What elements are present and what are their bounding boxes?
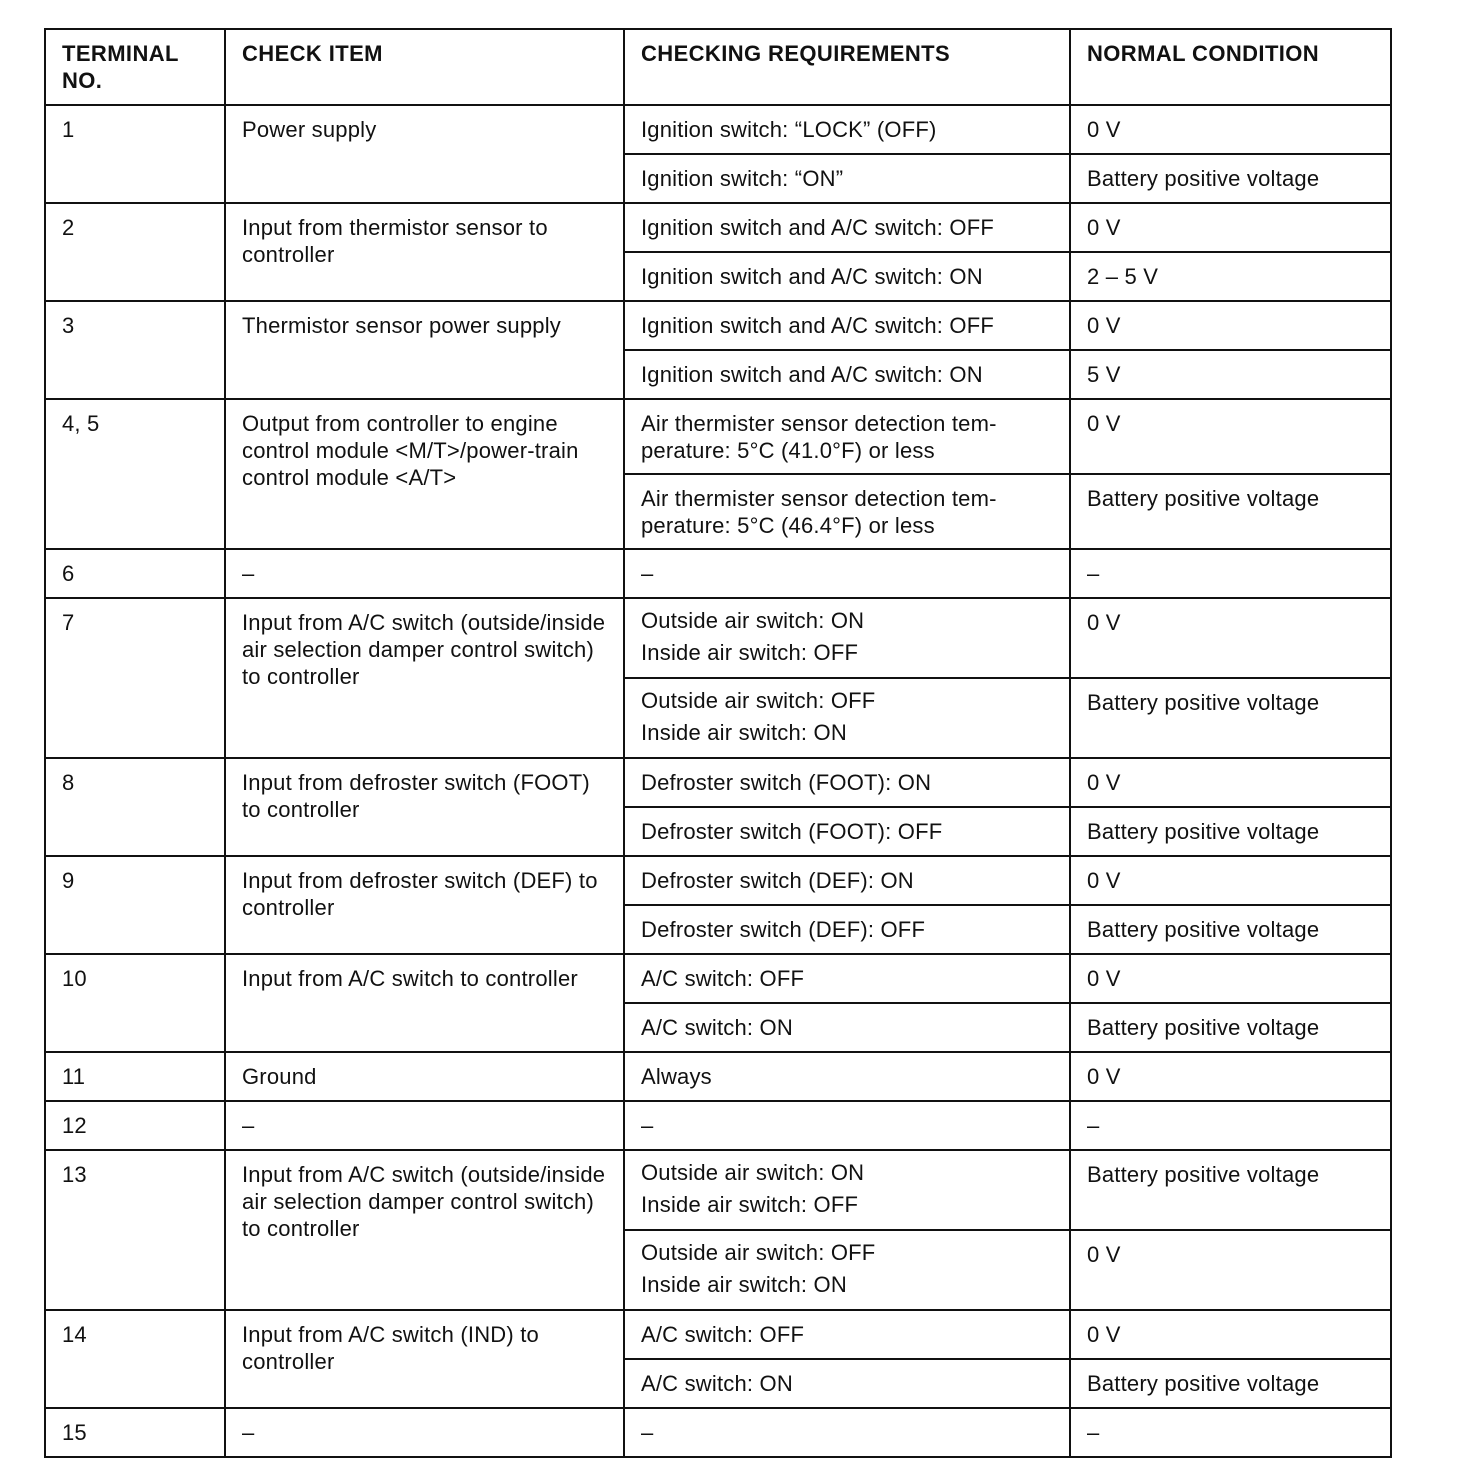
normal-condition: 0 V	[1070, 758, 1391, 807]
table-row	[45, 758, 1391, 807]
checking-requirement: A/C switch: ON	[624, 1003, 1070, 1052]
terminal-number: 4, 5	[45, 399, 225, 549]
normal-condition: 0 V	[1070, 203, 1391, 252]
normal-condition: 0 V	[1070, 856, 1391, 905]
checking-requirement: Air thermister sensor detection tem-perature: 5°C (46.4°F) or less	[624, 474, 1070, 549]
terminal-number: 15	[45, 1408, 225, 1457]
normal-condition: 0 V	[1070, 105, 1391, 154]
normal-condition: 2 – 5 V	[1070, 252, 1391, 301]
checking-requirement: Outside air switch: OFF Inside air switch: ON	[624, 1230, 1070, 1310]
check-item: Input from thermistor sensor to controller	[225, 203, 624, 301]
check-item: –	[225, 549, 624, 598]
normal-condition: Battery positive voltage	[1070, 1359, 1391, 1408]
terminal-number: 13	[45, 1150, 225, 1310]
normal-condition: Battery positive voltage	[1070, 807, 1391, 856]
table-row	[45, 954, 1391, 1003]
terminal-number: 3	[45, 301, 225, 399]
checking-requirement: A/C switch: OFF	[624, 954, 1070, 1003]
check-item: Input from A/C switch to controller	[225, 954, 624, 1052]
check-item: Input from A/C switch (IND) to controller	[225, 1310, 624, 1408]
terminal-number: 10	[45, 954, 225, 1052]
table-row	[45, 203, 1391, 252]
normal-condition: Battery positive voltage	[1070, 905, 1391, 954]
terminal-number: 7	[45, 598, 225, 758]
terminal-number: 9	[45, 856, 225, 954]
checking-requirement: A/C switch: OFF	[624, 1310, 1070, 1359]
normal-condition: –	[1070, 549, 1391, 598]
check-item: –	[225, 1408, 624, 1457]
check-item: –	[225, 1101, 624, 1150]
check-item: Input from A/C switch (outside/inside air selection damper control switch) to controller	[225, 598, 624, 758]
table-row	[45, 1052, 1391, 1101]
normal-condition: –	[1070, 1408, 1391, 1457]
normal-condition: –	[1070, 1101, 1391, 1150]
normal-condition: 5 V	[1070, 350, 1391, 399]
checking-requirement: Air thermister sensor detection tem-perature: 5°C (41.0°F) or less	[624, 399, 1070, 474]
table-row	[45, 1310, 1391, 1359]
table-body	[45, 105, 1391, 1457]
normal-condition: Battery positive voltage	[1070, 1150, 1391, 1230]
checking-requirement: Outside air switch: ON Inside air switch: OFF	[624, 1150, 1070, 1230]
normal-condition: Battery positive voltage	[1070, 678, 1391, 758]
header-row	[45, 29, 1391, 105]
checking-requirement: Defroster switch (FOOT): ON	[624, 758, 1070, 807]
terminal-number: 14	[45, 1310, 225, 1408]
normal-condition: 0 V	[1070, 399, 1391, 474]
check-item: Input from defroster switch (FOOT) to controller	[225, 758, 624, 856]
table-row	[45, 105, 1391, 154]
table-row	[45, 399, 1391, 474]
terminal-number: 11	[45, 1052, 225, 1101]
checking-requirement: –	[624, 549, 1070, 598]
table-row	[45, 1150, 1391, 1230]
terminal-check-table	[44, 28, 1392, 1458]
normal-condition: 0 V	[1070, 301, 1391, 350]
check-item: Output from controller to engine control module <M/T>/power-train control module <A/T>	[225, 399, 624, 549]
header-checking-requirements: CHECKING REQUIREMENTS	[624, 29, 1070, 105]
checking-requirement: Defroster switch (DEF): ON	[624, 856, 1070, 905]
normal-condition: Battery positive voltage	[1070, 154, 1391, 203]
checking-requirement: Ignition switch and A/C switch: ON	[624, 350, 1070, 399]
checking-requirement: Ignition switch and A/C switch: ON	[624, 252, 1070, 301]
normal-condition: 0 V	[1070, 1052, 1391, 1101]
normal-condition: 0 V	[1070, 1230, 1391, 1310]
check-item: Power supply	[225, 105, 624, 203]
terminal-number: 2	[45, 203, 225, 301]
checking-requirement: Always	[624, 1052, 1070, 1101]
checking-requirement: Outside air switch: ON Inside air switch: OFF	[624, 598, 1070, 678]
normal-condition: 0 V	[1070, 954, 1391, 1003]
checking-requirement: Ignition switch and A/C switch: OFF	[624, 203, 1070, 252]
checking-requirement: –	[624, 1408, 1070, 1457]
checking-requirement: Outside air switch: OFF Inside air switch: ON	[624, 678, 1070, 758]
header-check-item: CHECK ITEM	[225, 29, 624, 105]
terminal-number: 12	[45, 1101, 225, 1150]
terminal-number: 8	[45, 758, 225, 856]
checking-requirement: A/C switch: ON	[624, 1359, 1070, 1408]
checking-requirement: Ignition switch: “LOCK” (OFF)	[624, 105, 1070, 154]
terminal-number: 1	[45, 105, 225, 203]
checking-requirement: Ignition switch and A/C switch: OFF	[624, 301, 1070, 350]
table-row	[45, 598, 1391, 678]
check-item: Ground	[225, 1052, 624, 1101]
checking-requirement: –	[624, 1101, 1070, 1150]
terminal-number: 6	[45, 549, 225, 598]
check-item: Input from defroster switch (DEF) to controller	[225, 856, 624, 954]
table-row	[45, 856, 1391, 905]
normal-condition: Battery positive voltage	[1070, 1003, 1391, 1052]
table-row	[45, 301, 1391, 350]
header-normal-condition: NORMAL CONDITION	[1070, 29, 1391, 105]
normal-condition: 0 V	[1070, 598, 1391, 678]
checking-requirement: Ignition switch: “ON”	[624, 154, 1070, 203]
checking-requirement: Defroster switch (DEF): OFF	[624, 905, 1070, 954]
header-terminal-no: TERMINAL NO.	[45, 29, 225, 105]
check-item: Input from A/C switch (outside/inside air selection damper control switch) to controller	[225, 1150, 624, 1310]
table-row	[45, 1101, 1391, 1150]
check-item: Thermistor sensor power supply	[225, 301, 624, 399]
normal-condition: 0 V	[1070, 1310, 1391, 1359]
table-row	[45, 1408, 1391, 1457]
normal-condition: Battery positive voltage	[1070, 474, 1391, 549]
checking-requirement: Defroster switch (FOOT): OFF	[624, 807, 1070, 856]
table-row	[45, 549, 1391, 598]
